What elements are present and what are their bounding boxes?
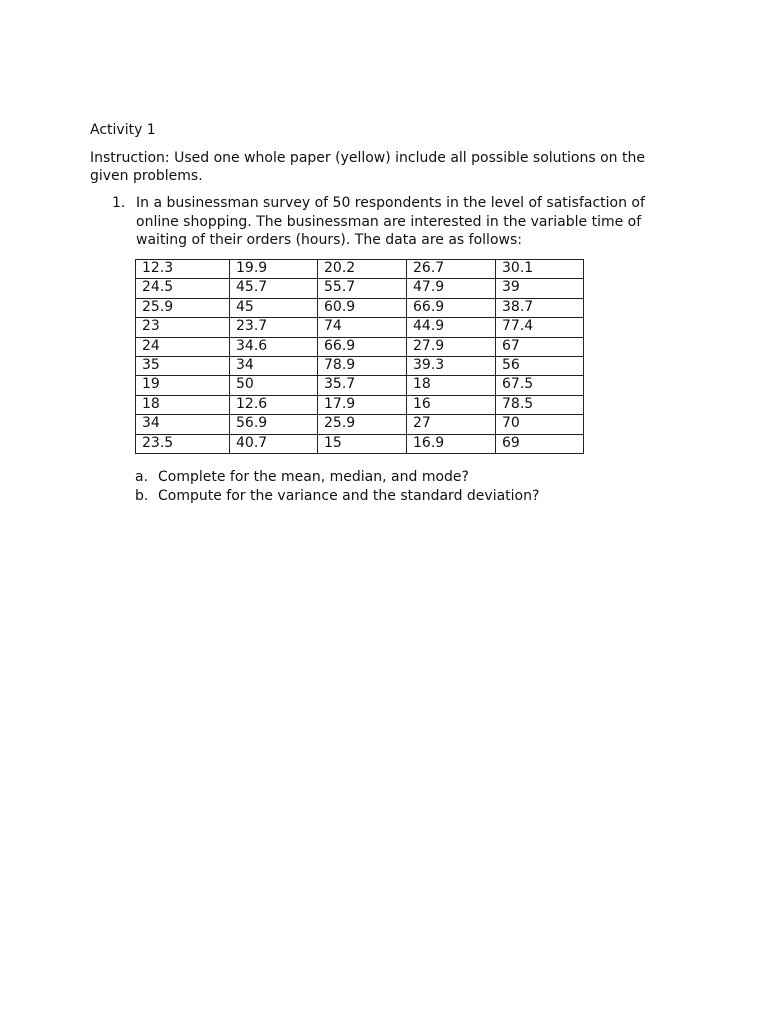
problem-text: In a businessman survey of 50 respondents in the level of satisfaction of online shopping. The businessman are interested in the variable time of waiting of their orders (hours). The data are as follows: <box>136 195 645 248</box>
table-cell: 78.5 <box>496 395 584 414</box>
sub-question-text: Compute for the variance and the standard deviation? <box>158 487 540 504</box>
table-cell: 56.9 <box>230 415 318 434</box>
table-cell: 12.6 <box>230 395 318 414</box>
table-cell: 27 <box>407 415 496 434</box>
table-cell: 16.9 <box>407 434 496 453</box>
table-cell: 34 <box>230 356 318 375</box>
table-cell: 45 <box>230 298 318 317</box>
table-cell: 16 <box>407 395 496 414</box>
table-cell: 56 <box>496 356 584 375</box>
table-row <box>136 337 584 356</box>
table-cell: 20.2 <box>318 260 407 279</box>
table-cell: 19.9 <box>230 260 318 279</box>
table-cell: 55.7 <box>318 279 407 298</box>
table-cell: 38.7 <box>496 298 584 317</box>
table-cell: 70 <box>496 415 584 434</box>
sub-questions <box>135 468 655 505</box>
table-cell: 17.9 <box>318 395 407 414</box>
sub-question-text: Complete for the mean, median, and mode? <box>158 469 469 485</box>
table-cell: 60.9 <box>318 298 407 317</box>
table-cell: 34 <box>136 415 230 434</box>
table-cell: 30.1 <box>496 260 584 279</box>
table-cell: 23 <box>136 318 230 337</box>
table-cell: 26.7 <box>407 260 496 279</box>
table-cell: 50 <box>230 376 318 395</box>
table-cell: 35.7 <box>318 376 407 395</box>
table-cell: 45.7 <box>230 279 318 298</box>
table-cell: 23.5 <box>136 434 230 453</box>
table-cell: 77.4 <box>496 318 584 337</box>
table-cell: 19 <box>136 376 230 395</box>
table-cell: 69 <box>496 434 584 453</box>
table-cell: 34.6 <box>230 337 318 356</box>
table-row <box>136 260 584 279</box>
activity-title: Activity 1 <box>90 122 156 138</box>
sub-question-a <box>135 468 655 487</box>
table-cell: 44.9 <box>407 318 496 337</box>
table-row <box>136 395 584 414</box>
table-row <box>136 415 584 434</box>
table-cell: 66.9 <box>318 337 407 356</box>
sub-question-letter: b. <box>135 487 149 504</box>
table-cell: 15 <box>318 434 407 453</box>
table-row <box>136 356 584 375</box>
table-cell: 78.9 <box>318 356 407 375</box>
table-row <box>136 376 584 395</box>
table-row <box>136 434 584 453</box>
table-cell: 12.3 <box>136 260 230 279</box>
table-cell: 18 <box>407 376 496 395</box>
table-cell: 67 <box>496 337 584 356</box>
table-cell: 27.9 <box>407 337 496 356</box>
sub-question-letter: a. <box>135 469 149 485</box>
table-cell: 24 <box>136 337 230 356</box>
problem-number: 1. <box>112 195 126 211</box>
table-row <box>136 318 584 337</box>
table-row <box>136 279 584 298</box>
table-cell: 40.7 <box>230 434 318 453</box>
table-cell: 67.5 <box>496 376 584 395</box>
instruction-text: Instruction: Used one whole paper (yellow) include all possible solutions on the given problems. <box>90 150 645 184</box>
table-cell: 74 <box>318 318 407 337</box>
table-cell: 25.9 <box>318 415 407 434</box>
table-cell: 39 <box>496 279 584 298</box>
table-cell: 24.5 <box>136 279 230 298</box>
sub-question-b <box>135 487 655 506</box>
table-cell: 66.9 <box>407 298 496 317</box>
table-cell: 47.9 <box>407 279 496 298</box>
table-cell: 25.9 <box>136 298 230 317</box>
table-cell: 18 <box>136 395 230 414</box>
data-table <box>135 259 584 454</box>
table-row <box>136 298 584 317</box>
table-cell: 35 <box>136 356 230 375</box>
table-cell: 23.7 <box>230 318 318 337</box>
table-cell: 39.3 <box>407 356 496 375</box>
